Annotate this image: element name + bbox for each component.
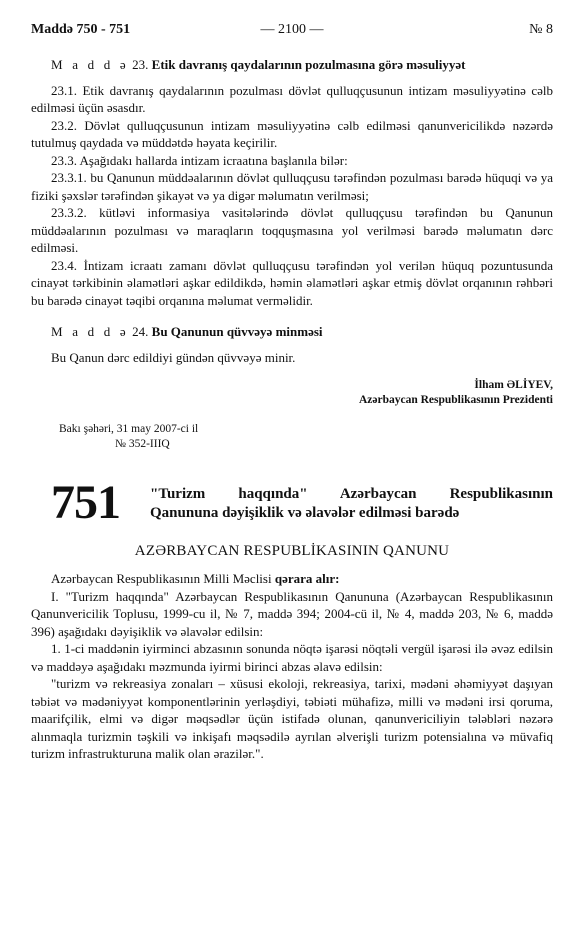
city-date: Bakı şəhəri, 31 may 2007-ci il [59, 423, 199, 435]
header-article-range: Maddə 750 - 751 [31, 22, 131, 37]
law-title-line-2: Qanununa dəyişiklik və əlavələr edilməsi barədə [150, 505, 460, 521]
article-23-prefix: M a d d ə [51, 57, 129, 72]
article-23-paragraph: 23.3. Aşağıdakı hallarda intizam icraatına başlanıla bilər: [51, 152, 348, 168]
article-23-paragraph: 23.3.2. kütləvi informasiya vasitələrində dövlət qulluqçusu tərəfindən bu Qanunun müddəalarının pozulması və maraqların toqquşmasına yol verilməsi barədə məlumatın dərc edilməsi. [31, 205, 553, 255]
signatory-name: İlham ƏLİYEV, [474, 379, 553, 391]
law-751-heading [31, 476, 553, 535]
preamble-decision: qərara alır: [274, 571, 340, 586]
law-paragraph: 1. 1-ci maddənin iyirminci abzasının sonunda nöqtə işarəsi nöqtəli vergül işarəsi ilə əvəz edilsin və maddəyə aşağıdakı məzmunda iyirmi birinci abzas əlavə edilsin: [31, 641, 553, 674]
header-page-number: — 2100 — [260, 22, 324, 37]
document-page [31, 22, 553, 763]
article-23-heading [31, 56, 553, 74]
preamble-text: Azərbaycan Respublikasının Milli Məclisi [51, 571, 275, 586]
law-title [150, 485, 553, 523]
article-23-paragraph: 23.2. Dövlət qulluqçusunun intizam məsuliyyətinə cəlb edilməsi qanunvericilikdə nəzərdə tutulmuş qaydada və müddətdə həyata keçirilir. [31, 117, 553, 150]
article-24-paragraph: Bu Qanun dərc edildiyi gündən qüvvəyə minir. [51, 349, 296, 365]
signature-block [31, 378, 553, 408]
law-registration-number: № 352-IIIQ [115, 438, 170, 450]
law-title-line-1: "Turizm haqqında" Azərbaycan Respublikasının [150, 486, 553, 502]
article-24-prefix: M a d d ə [51, 324, 129, 339]
article-23-number: 23. [132, 57, 149, 72]
article-24-title: Bu Qanunun qüvvəyə minməsi [151, 324, 323, 339]
article-23-title: Etik davranış qaydalarının pozulmasına görə məsuliyyət [151, 57, 466, 72]
article-24-heading [31, 323, 553, 341]
page-header [31, 22, 553, 42]
law-number: 751 [51, 476, 120, 529]
law-paragraph: "turizm və rekreasiya zonaları – xüsusi ekoloji, rekreasiya, tarixi, mədəni əhəmiyyət daşıyan təbiət və mədəniyyət komponentlərinin yerləşdiyi, təbiəti mühafizə, milli və mədəni irsi qoruma, maarifçilik, elmi və digər məqsədlər üçün istifadə olunan, qanunvericiliyin tələbləri nəzərə alınmaqla turizmin təşkili və inkişafı məqsədilə ayrılan əlverişli turizm potensialına və müvafiq turizm infrastrukturuna malik olan ərazilər.". [31, 676, 553, 761]
place-and-date [59, 422, 553, 452]
signatory-position: Azərbaycan Respublikasının Prezidenti [358, 394, 553, 406]
article-24-number: 24. [132, 324, 149, 339]
law-preamble [31, 570, 553, 588]
header-issue-number: № 8 [529, 22, 553, 37]
law-paragraph: I. "Turizm haqqında" Azərbaycan Respublikasının Qanununa (Azərbaycan Respublikasının Qanunvericilik Toplusu, 1999-cu il, № 7, maddə 394; 2004-cü il, № 4, maddə 203, № 6, maddə 396) aşağıdakı dəyişiklik və əlavələr edilsin: [31, 588, 553, 639]
article-23-paragraph: 23.1. Etik davranış qaydalarının pozulması dövlət qulluqçusunun intizam məsuliyyətinə cəlb edilməsi üçün əsasdır. [31, 82, 553, 115]
article-23-paragraph: 23.3.1. bu Qanunun müddəalarının dövlət qulluqçusu tərəfindən pozulması barədə hüquqi və ya fiziki şəxslər tərəfindən şikayət və ya digər məlumatın verilməsi; [31, 170, 553, 203]
law-subtitle: AZƏRBAYCAN RESPUBLİKASININ QANUNU [134, 543, 450, 559]
article-23-paragraph: 23.4. İntizam icraatı zamanı dövlət qulluqçusu tərəfindən yol verilən hüquq pozuntusunda cinayət tərkibinin əlamətləri aşkar edildikdə, həmin əlamətləri aşkar etmiş dövlət orqanının rəhbəri bu barədə cinayət təqibi orqanına məlumat verməlidir. [31, 257, 553, 308]
